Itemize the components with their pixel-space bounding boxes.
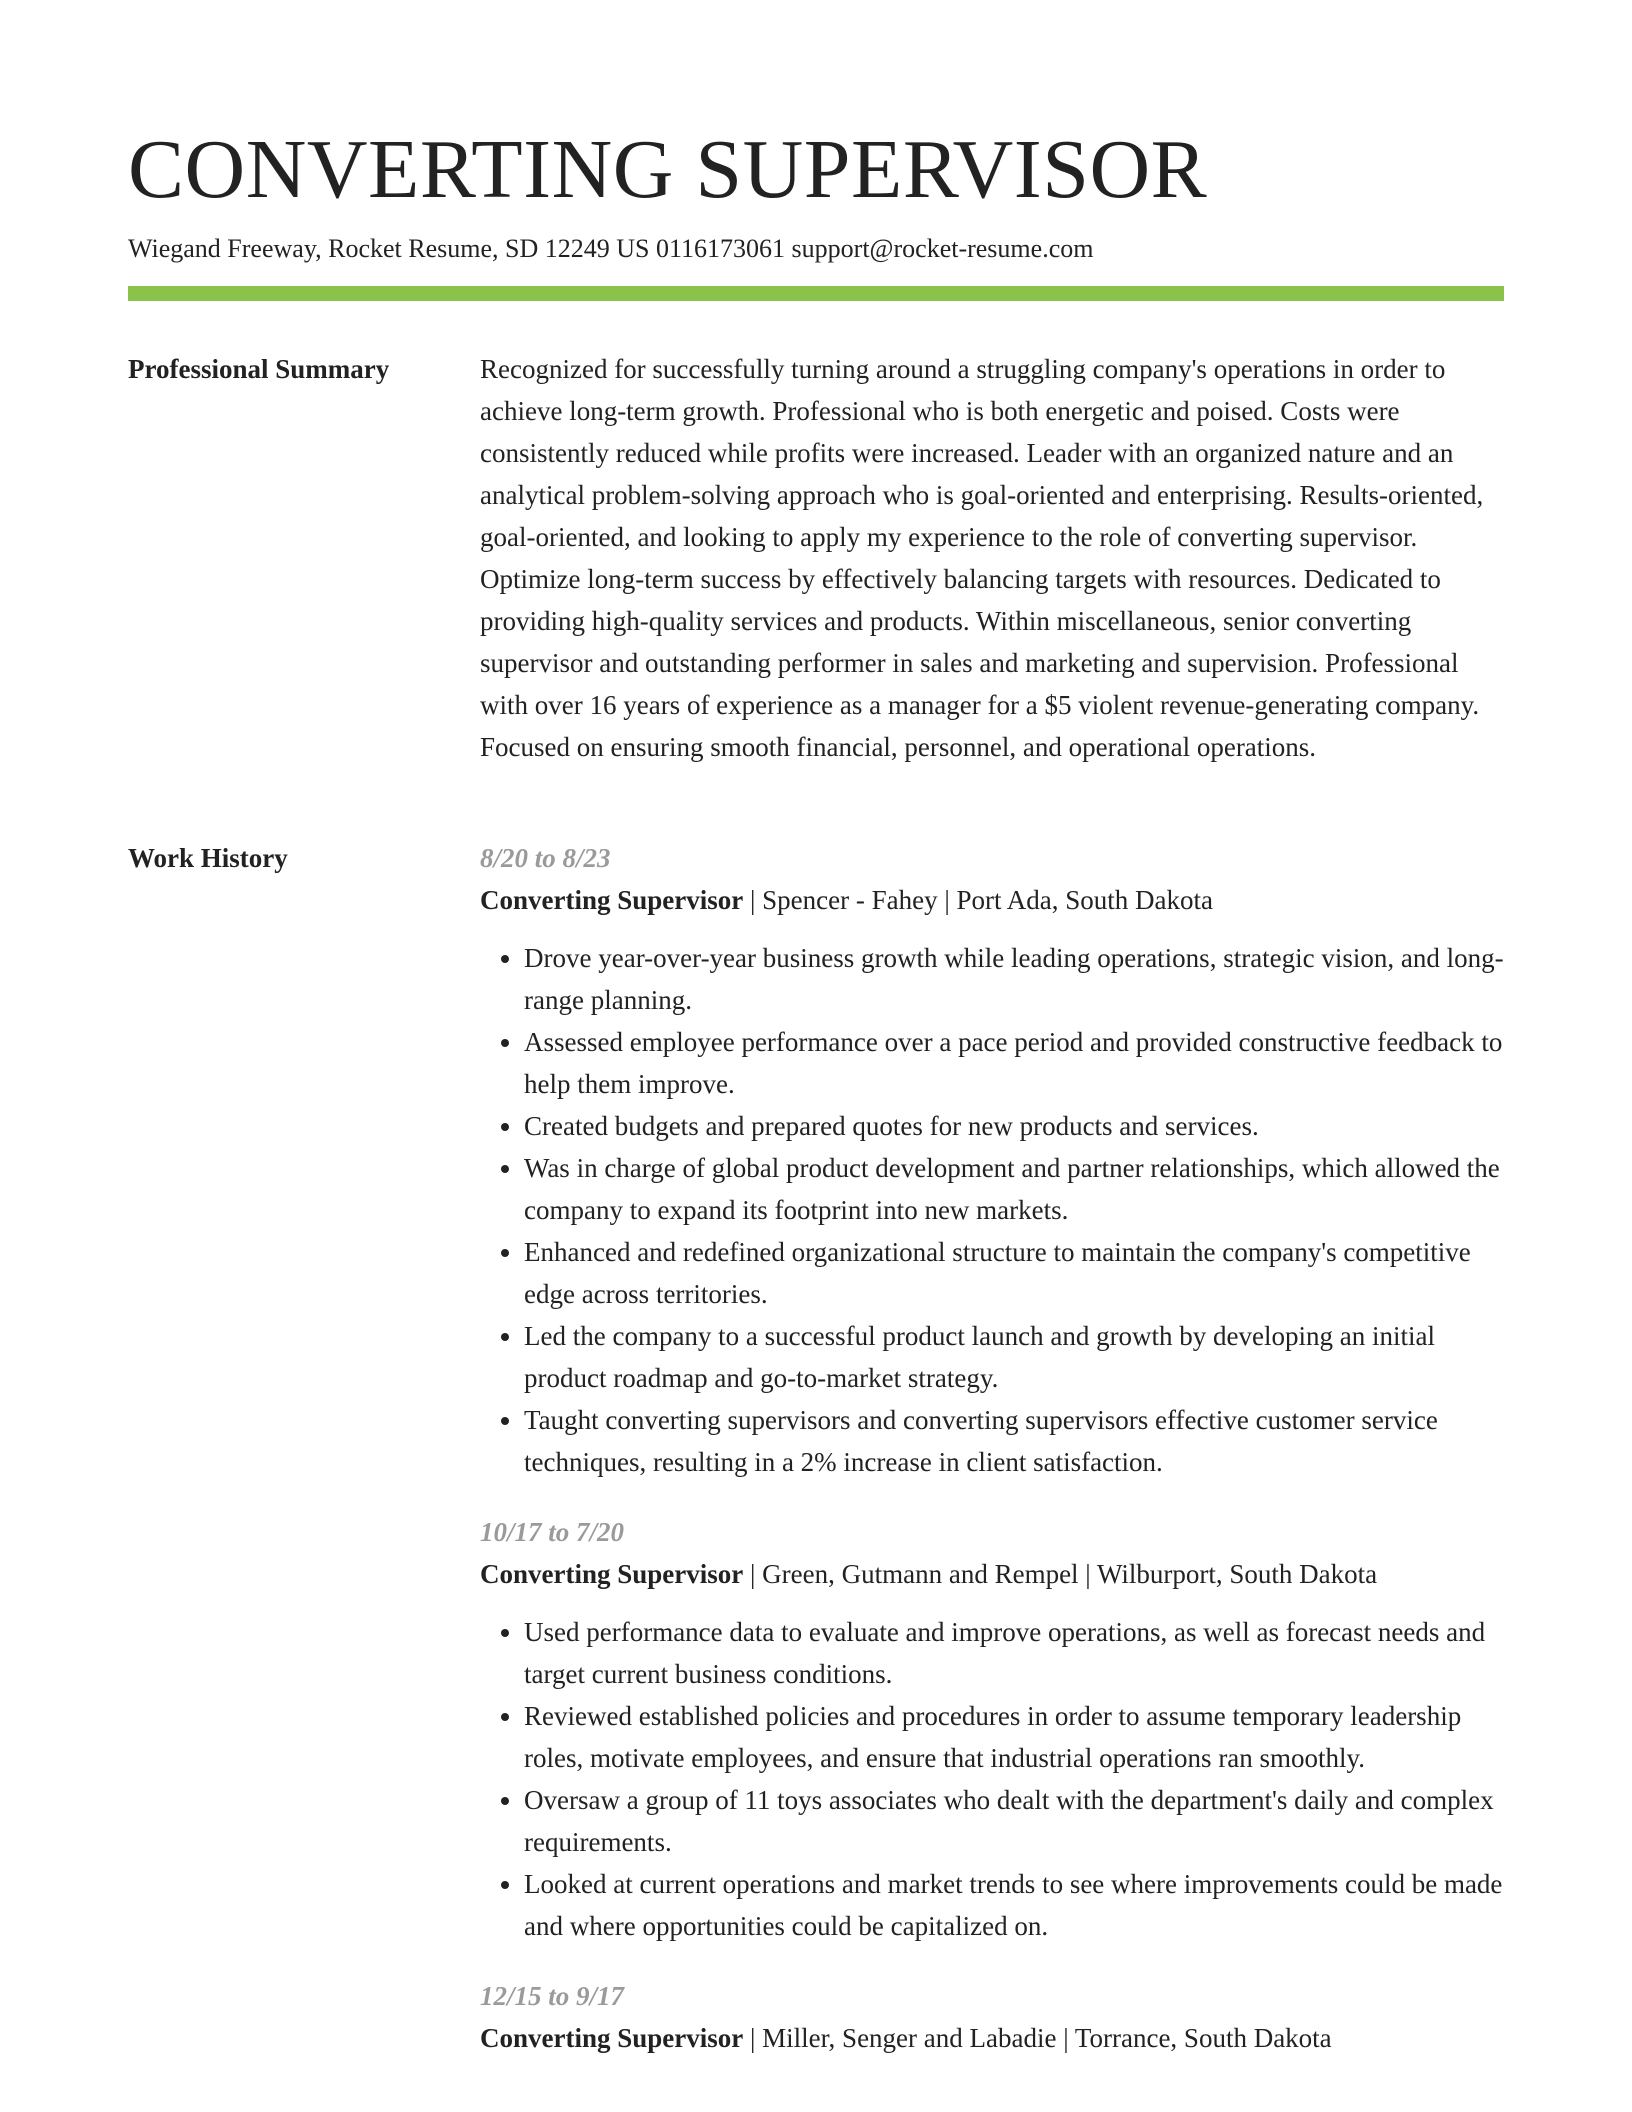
job-bullet: • Was in charge of global product development and partner relationships, which allowed the company to expand its footprint into new markets.: [524, 1147, 1504, 1231]
job-details: | Miller, Senger and Labadie | Torrance, South Dakota: [743, 2023, 1332, 2053]
summary-body: [480, 348, 1504, 768]
job-dates: 8/20 to 8/23: [480, 843, 611, 873]
job-dates: 10/17 to 7/20: [480, 1517, 625, 1547]
job-entry: [480, 1975, 1504, 2059]
job-details: | Green, Gutmann and Rempel | Wilburport, South Dakota: [743, 1559, 1378, 1589]
resume-name: CONVERTING SUPERVISOR: [128, 123, 1208, 216]
accent-divider: [128, 286, 1504, 301]
job-title: Converting Supervisor: [480, 2023, 744, 2053]
job-bullet: • Led the company to a successful product launch and growth by developing an initial product roadmap and go-to-market strategy.: [524, 1315, 1504, 1399]
job-bullets: [480, 1611, 1504, 1947]
summary-heading: Professional Summary: [128, 354, 390, 384]
job-dates: 12/15 to 9/17: [480, 1981, 625, 2011]
job-bullet: • Created budgets and prepared quotes for new products and services.: [524, 1105, 1504, 1147]
work-history-heading: Work History: [128, 843, 288, 873]
job-bullet: • Drove year-over-year business growth while leading operations, strategic vision, and long-range planning.: [524, 937, 1504, 1021]
job-heading: [480, 879, 1504, 921]
job-bullet: • Assessed employee performance over a pace period and provided constructive feedback to help them improve.: [524, 1021, 1504, 1105]
job-bullet: • Looked at current operations and market trends to see where improvements could be made and where opportunities could be capitalized on.: [524, 1863, 1504, 1947]
job-title: Converting Supervisor: [480, 885, 744, 915]
job-bullet: • Used performance data to evaluate and improve operations, as well as forecast needs and target current business conditions.: [524, 1611, 1504, 1695]
job-heading: [480, 2017, 1504, 2059]
work-history-body: [480, 837, 1504, 2087]
job-bullet: • Reviewed established policies and procedures in order to assume temporary leadership roles, motivate employees, and ensure that industrial operations ran smoothly.: [524, 1695, 1504, 1779]
job-bullet: • Oversaw a group of 11 toys associates who dealt with the department's daily and complex requirements.: [524, 1779, 1504, 1863]
job-bullet: • Enhanced and redefined organizational structure to maintain the company's competitive edge across territories.: [524, 1231, 1504, 1315]
contact-info: Wiegand Freeway, Rocket Resume, SD 12249 US 0116173061 support@rocket-resume.com: [128, 234, 1094, 263]
job-title: Converting Supervisor: [480, 1559, 744, 1589]
job-details: | Spencer - Fahey | Port Ada, South Dakota: [743, 885, 1213, 915]
job-entry: [480, 837, 1504, 1483]
summary-text: Recognized for successfully turning around a struggling company's operations in order to achieve long-term growth. Professional who is both energetic and poised. Costs were consistently reduced while profits were increased. Leader with an organized nature and an analytical problem-solving approach who is goal-oriented and enterprising. Results-oriented, goal-oriented, and looking to apply my experience to the role of converting supervisor. Optimize long-term success by effectively balancing targets with resources. Dedicated to providing high-quality services and products. Within miscellaneous, senior converting supervisor and outstanding performer in sales and marketing and supervision. Professional with over 16 years of experience as a manager for a $5 violent revenue-generating company. Focused on ensuring smooth financial, personnel, and operational operations.: [480, 354, 1484, 762]
job-bullet: • Taught converting supervisors and converting supervisors effective customer service techniques, resulting in a 2% increase in client satisfaction.: [524, 1399, 1504, 1483]
job-entry: [480, 1511, 1504, 1947]
job-bullets: [480, 937, 1504, 1483]
job-heading: [480, 1553, 1504, 1595]
